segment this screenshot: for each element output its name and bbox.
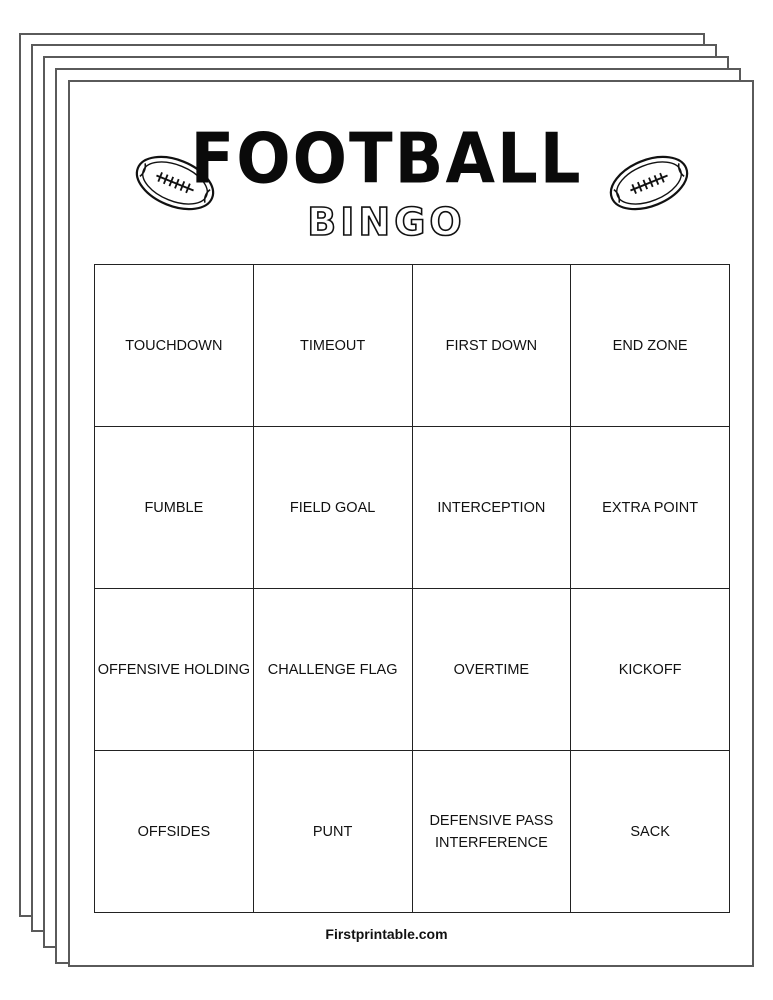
bingo-cell[interactable]: OFFSIDES	[95, 751, 254, 913]
bingo-cell[interactable]: EXTRA POINT	[571, 427, 730, 589]
bingo-cell[interactable]: END ZONE	[571, 265, 730, 427]
site-footer: Firstprintable.com	[325, 926, 448, 942]
bingo-cell[interactable]: OFFENSIVE HOLDING	[95, 589, 254, 751]
bingo-cell[interactable]: FIELD GOAL	[254, 427, 413, 589]
bingo-cell[interactable]: FIRST DOWN	[413, 265, 572, 427]
bingo-cell[interactable]: KICKOFF	[571, 589, 730, 751]
bingo-cell[interactable]: PUNT	[254, 751, 413, 913]
bingo-cell[interactable]: SACK	[571, 751, 730, 913]
bingo-cell[interactable]: FUMBLE	[95, 427, 254, 589]
page-subtitle: BINGO	[307, 200, 466, 244]
bingo-cell[interactable]: TOUCHDOWN	[95, 265, 254, 427]
bingo-cell[interactable]: DEFENSIVE PASS INTERFERENCE	[413, 751, 572, 913]
bingo-cell[interactable]: OVERTIME	[413, 589, 572, 751]
bingo-cell[interactable]: TIMEOUT	[254, 265, 413, 427]
bingo-grid	[94, 264, 730, 913]
bingo-cell[interactable]: CHALLENGE FLAG	[254, 589, 413, 751]
page-title: FOOTBALL	[190, 120, 583, 200]
bingo-cell[interactable]: INTERCEPTION	[413, 427, 572, 589]
